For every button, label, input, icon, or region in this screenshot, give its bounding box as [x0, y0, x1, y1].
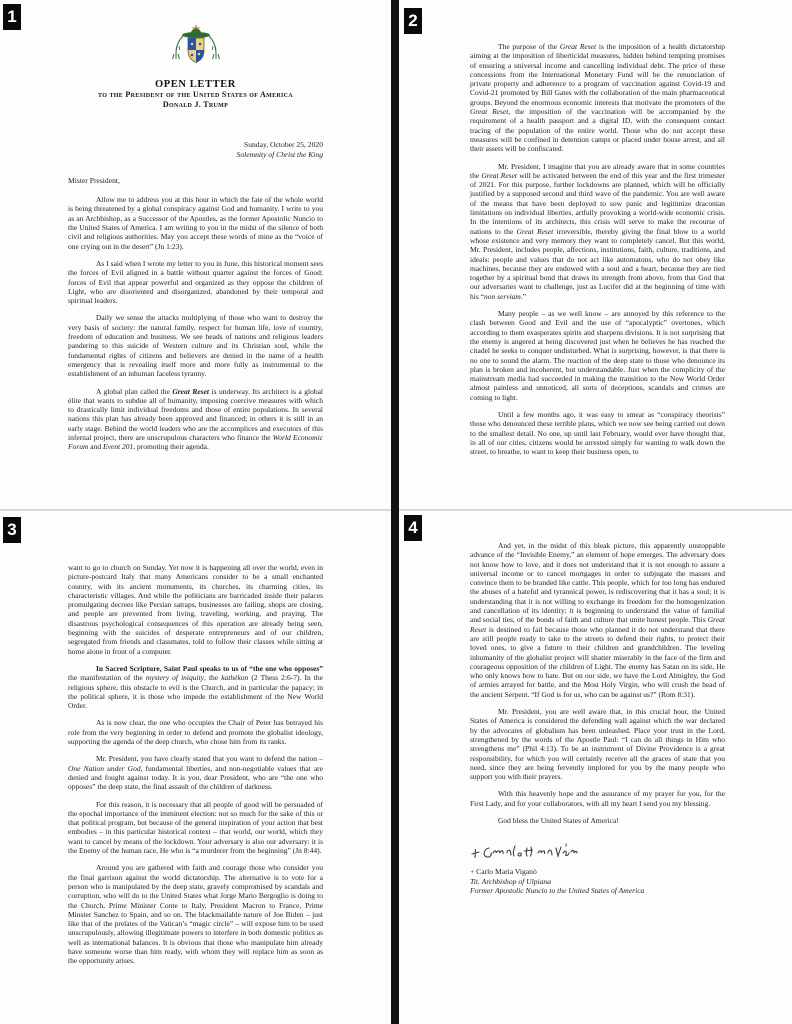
- signature-block: [470, 839, 725, 895]
- page-marker-3: 3: [3, 517, 21, 543]
- paragraph: Daily we sense the attacks multiplying of those who want to destroy the very basis of society: the natural family, respect for human life, love of country, freedom of education and business. We see heads of nations and religious leaders pandering to this suicide of Western culture and its Christian soul, while the fundamental rights of citizens and believers are denied in the name of a health emergency that is revealing itself more and more fully as instrumental to the establishment of an inhuman faceless tyranny.: [68, 313, 323, 379]
- letter-subtitle-line1: to the President of the United States of America: [98, 90, 293, 99]
- paragraph: For this reason, it is necessary that all people of good will be persuaded of the epochal importance of the imminent election: not so much for the sake of this or that political program, but because of the general inspiration of your action that best embodies – in this particular historical context – that world, our world, which they want to cancel by means of the lockdown. Your adversary is also our adversary: it is the Enemy of the human race, He who is “a murderer from the beginning” (Jn 8:44).: [68, 799, 323, 856]
- page-3: [0, 511, 391, 1024]
- page-1: [0, 0, 391, 509]
- bishop-coat-of-arms-icon: [168, 24, 224, 72]
- paragraph: Many people – as we well know – are annoyed by this reference to the clash between Good and Evil and the use of “apocalyptic” overtones, which according to them exasperates spirits and sharpens divisions. It is not surprising that the enemy is angered at being discovered just when he believes he has reached the citadel he seeks to conquer undisturbed. What is surprising, however, is that there is no one to sound the alarm. The reaction of the deep state to those who denounce its plan is broken and incoherent, but understandable. Just when the complicity of the mainstream media had succeeded in making the transition to the New World Order almost painless and unnoticed, all sorts of deceptions, scandals and crimes are coming to light.: [470, 309, 725, 402]
- page-1-body: [68, 195, 323, 451]
- paragraph: And yet, in the midst of this bleak picture, this apparently unstoppable advance of the “Invisible Enemy,” an element of hope emerges. The adversary does not know how to love, and it does not understand that it is not enough to assure a universal income or to cancel mortgages in order to subjugate the masses and convince them to be branded like cattle. This people, which for too long has endured the abuses of a hateful and tyrannical power, is rediscovering that it has a soul; it is understanding that it is not willing to exchange its freedom for the homogenization and cancellation of its identity; it is beginning to understand the value of familial and social ties, of the bonds of faith and culture that unite honest people. This Great Reset is destined to fail because those who planned it do not understand that there are still people ready to take to the streets to defend their rights, to protect their loved ones, to give a future to their children and grandchildren. The leveling inhumanity of the globalist project will shatter miserably in the face of the firm and courageous opposition of the children of Light. The enemy has Satan on its side, He who only knows how to hate. But on our side, we have the Lord Almighty, the God of armies arrayed for battle, and the Most Holy Virgin, who will crush the head of the ancient Serpent. “If God is for us, who can be against us?” (Rom 8:31).: [470, 541, 725, 699]
- paragraph: Until a few months ago, it was easy to smear as “conspiracy theorists” those who denounced these terrible plans, which we now see being carried out down to the smallest detail. No one, up until last February, would ever have thought that, in all of our cities, citizens would be arrested simply for wanting to walk down the street, to breathe, to want to keep their business open, to: [470, 409, 725, 457]
- letter-subtitle-line2: Donald J. Trump: [162, 99, 229, 109]
- paragraph: As is now clear, the one who occupies the Chair of Peter has betrayed his role from the very beginning in order to defend and promote the globalist ideology, supporting the agenda of the deep church, who chose him from its ranks.: [68, 718, 323, 747]
- paragraph: Mr. President, you are well aware that, in this crucial hour, the United States of America is considered the defending wall against which the war declared by the advocates of globalism has been unleashed. Place your trust in the Lord, strengthened by the words of the Apostle Paul: “I can do all things in Him who strengthens me” (Phil 4:13). To be an instrument of Divine Providence is a great responsibility, for which you will certainly receive all the graces of state that you need, since they are being fervently implored for you by the many people who support you with their prayers.: [470, 707, 725, 782]
- paragraph: want to go to church on Sunday. Yet now it is happening all over the world, even in picture-postcard Italy that many Americans consider to be a small enchanted country, with its ancient monuments, its churches, its charming cities, its characteristic villages. And while the politicians are barricaded inside their palaces promulgating decrees like Persian satraps, businesses are failing, shops are closing, and people are prevented from living, traveling, working, and praying. The disastrous psychological consequences of this operation are already being seen, beginning with the suicides of desperate entrepreneurs and of our children, segregated from friends and classmates, told to follow their classes while sitting at home alone in front of a computer.: [68, 563, 323, 656]
- salutation: Mister President,: [68, 176, 120, 186]
- signature-title-2: Former Apostolic Nuncio to the United States of America: [470, 886, 645, 896]
- paragraph: God bless the United States of America!: [498, 816, 619, 826]
- page-4-body: [470, 511, 725, 825]
- page-2: [399, 0, 792, 509]
- paragraph: As I said when I wrote my letter to you in June, this historical moment sees the forces of Evil aligned in a battle without quarter against the forces of Good; forces of Evil that appear powerful and organized as they oppose the children of Light, who are disoriented and disorganized, abandoned by their temporal and spiritual leaders.: [68, 258, 323, 306]
- page-2-body: [470, 0, 725, 456]
- paragraph: The purpose of the Great Reset is the imposition of a health dictatorship aiming at the imposition of liberticidal measures, hidden behind tempting promises of ensuring a universal income and cancelling individual debt. The price of these concessions from the International Monetary Fund will be the renunciation of private property and adherence to a program of vaccination against Covid-19 and Covid-21 promoted by Bill Gates with the collaboration of the main pharmaceutical groups. Beyond the enormous economic interests that motivate the promoters of the Great Reset, the imposition of the vaccination will be accompanied by the requirement of a health passport and a digital ID, with the consequent contact tracing of the population of the entire world. Those who do not accept these measures will be confined in detention camps or placed under house arrest, and all their assets will be confiscated.: [470, 42, 725, 154]
- handwritten-signature-icon: [468, 839, 578, 865]
- paragraph: A global plan called the Great Reset is underway. Its architect is a global élite that wants to subdue all of humanity, imposing coercive measures with which to drastically limit individual freedoms and those of entire populations. In several nations this plan has already been approved and financed; in others it is still in an early stage. Behind the world leaders who are the accomplices and executors of this infernal project, there are unscrupulous characters who finance the World Economic Forum and Event 201, promoting their agenda.: [68, 386, 323, 452]
- letter-feast-day: Solemnity of Christ the King: [236, 149, 323, 159]
- column-divider: [391, 0, 399, 1024]
- paragraph: With this heavenly hope and the assurance of my prayer for you, for the First Lady, and for your collaborators, with all my heart I send you my blessing.: [470, 789, 725, 808]
- signature-name: + Carlo Maria Viganò: [470, 867, 537, 877]
- paragraph: Mr. President, you have clearly stated that you want to defend the nation – One Nation under God, fundamental liberties, and non-negotiable values that are denied and fought against today. It is you, dear President, who are “the one who opposes” the deep state, the final assault of the children of darkness.: [68, 754, 323, 792]
- page-marker-1: 1: [3, 4, 21, 30]
- date-block: [68, 140, 323, 159]
- letterhead: [68, 0, 323, 109]
- letter-title: OPEN LETTER: [155, 79, 236, 90]
- page-marker-2: 2: [404, 8, 422, 34]
- page-4: [399, 511, 792, 1024]
- paragraph: Mr. President, I imagine that you are already aware that in some countries the Great Reset will be activated between the end of this year and the first trimester of 2021. For this purpose, further lockdowns are planned, which will be officially justified by a supposed second and third wave of the pandemic. You are well aware of the means that have been deployed to sow panic and legitimize draconian limitations on individual liberties, artfully provoking a world-wide economic crisis. In the intentions of its architects, this crisis will serve to make the recourse of nations to the Great Reset irreversible, thereby giving the final blow to a world whose existence and very memory they want to completely cancel. But this world, Mr. President, includes people, affections, institutions, faith, culture, traditions, and ideals: people and values that do not act like automatons, who do not obey like machines, because they are endowed with a soul and a heart, because they are tied together by a spiritual bond that draws its strength from above, from that God that our adversaries want to challenge, just as Lucifer did at the beginning of time with his “non serviam.”: [470, 161, 725, 301]
- page-marker-4: 4: [404, 515, 422, 541]
- paragraph: Around you are gathered with faith and courage those who consider you the final garrison against the world dictatorship. The alternative is to vote for a person who is manipulated by the deep state, gravely compromised by scandals and corruption, who will do to the United States what Jorge Mario Bergoglio is doing to the Church, Prime Minister Conte to Italy, President Macron to France, Prime Minster Sanchez to Spain, and so on. The blackmailable nature of Joe Biden – just like that of the prelates of the Vatican’s “magic circle” – will expose him to be used unscrupulously, allowing illegitimate powers to interfere in both domestic politics as well as international balances. It is obvious that those who manipulate him already have someone worse than him ready, with whom they will replace him as soon as the opportunity arises.: [68, 863, 323, 966]
- page-3-body: [68, 511, 323, 966]
- paragraph: Allow me to address you at this hour in which the fate of the whole world is being threatened by a global conspiracy against God and humanity. I write to you as an Archbishop, as a Successor of the Apostles, as the former Apostolic Nuncio to the United States of America. I am writing to you in the midst of the silence of both civil and religious authorities. May you accept these words of mine as the “voice of one crying out in the desert” (Jn 1:23).: [68, 195, 323, 251]
- letter-date: Sunday, October 25, 2020: [243, 140, 323, 149]
- paragraph: In Sacred Scripture, Saint Paul speaks to us of “the one who opposes” the manifestation of the mystery of iniquity, the kathèkon (2 Thess 2:6-7). In the religious sphere, this obstacle to evil is the Church, and in particular the papacy; in the political sphere, it is those who impede the establishment of the New World Order.: [68, 663, 323, 711]
- signature-title-1: Tit. Archbishop of Ulpiana: [470, 876, 552, 886]
